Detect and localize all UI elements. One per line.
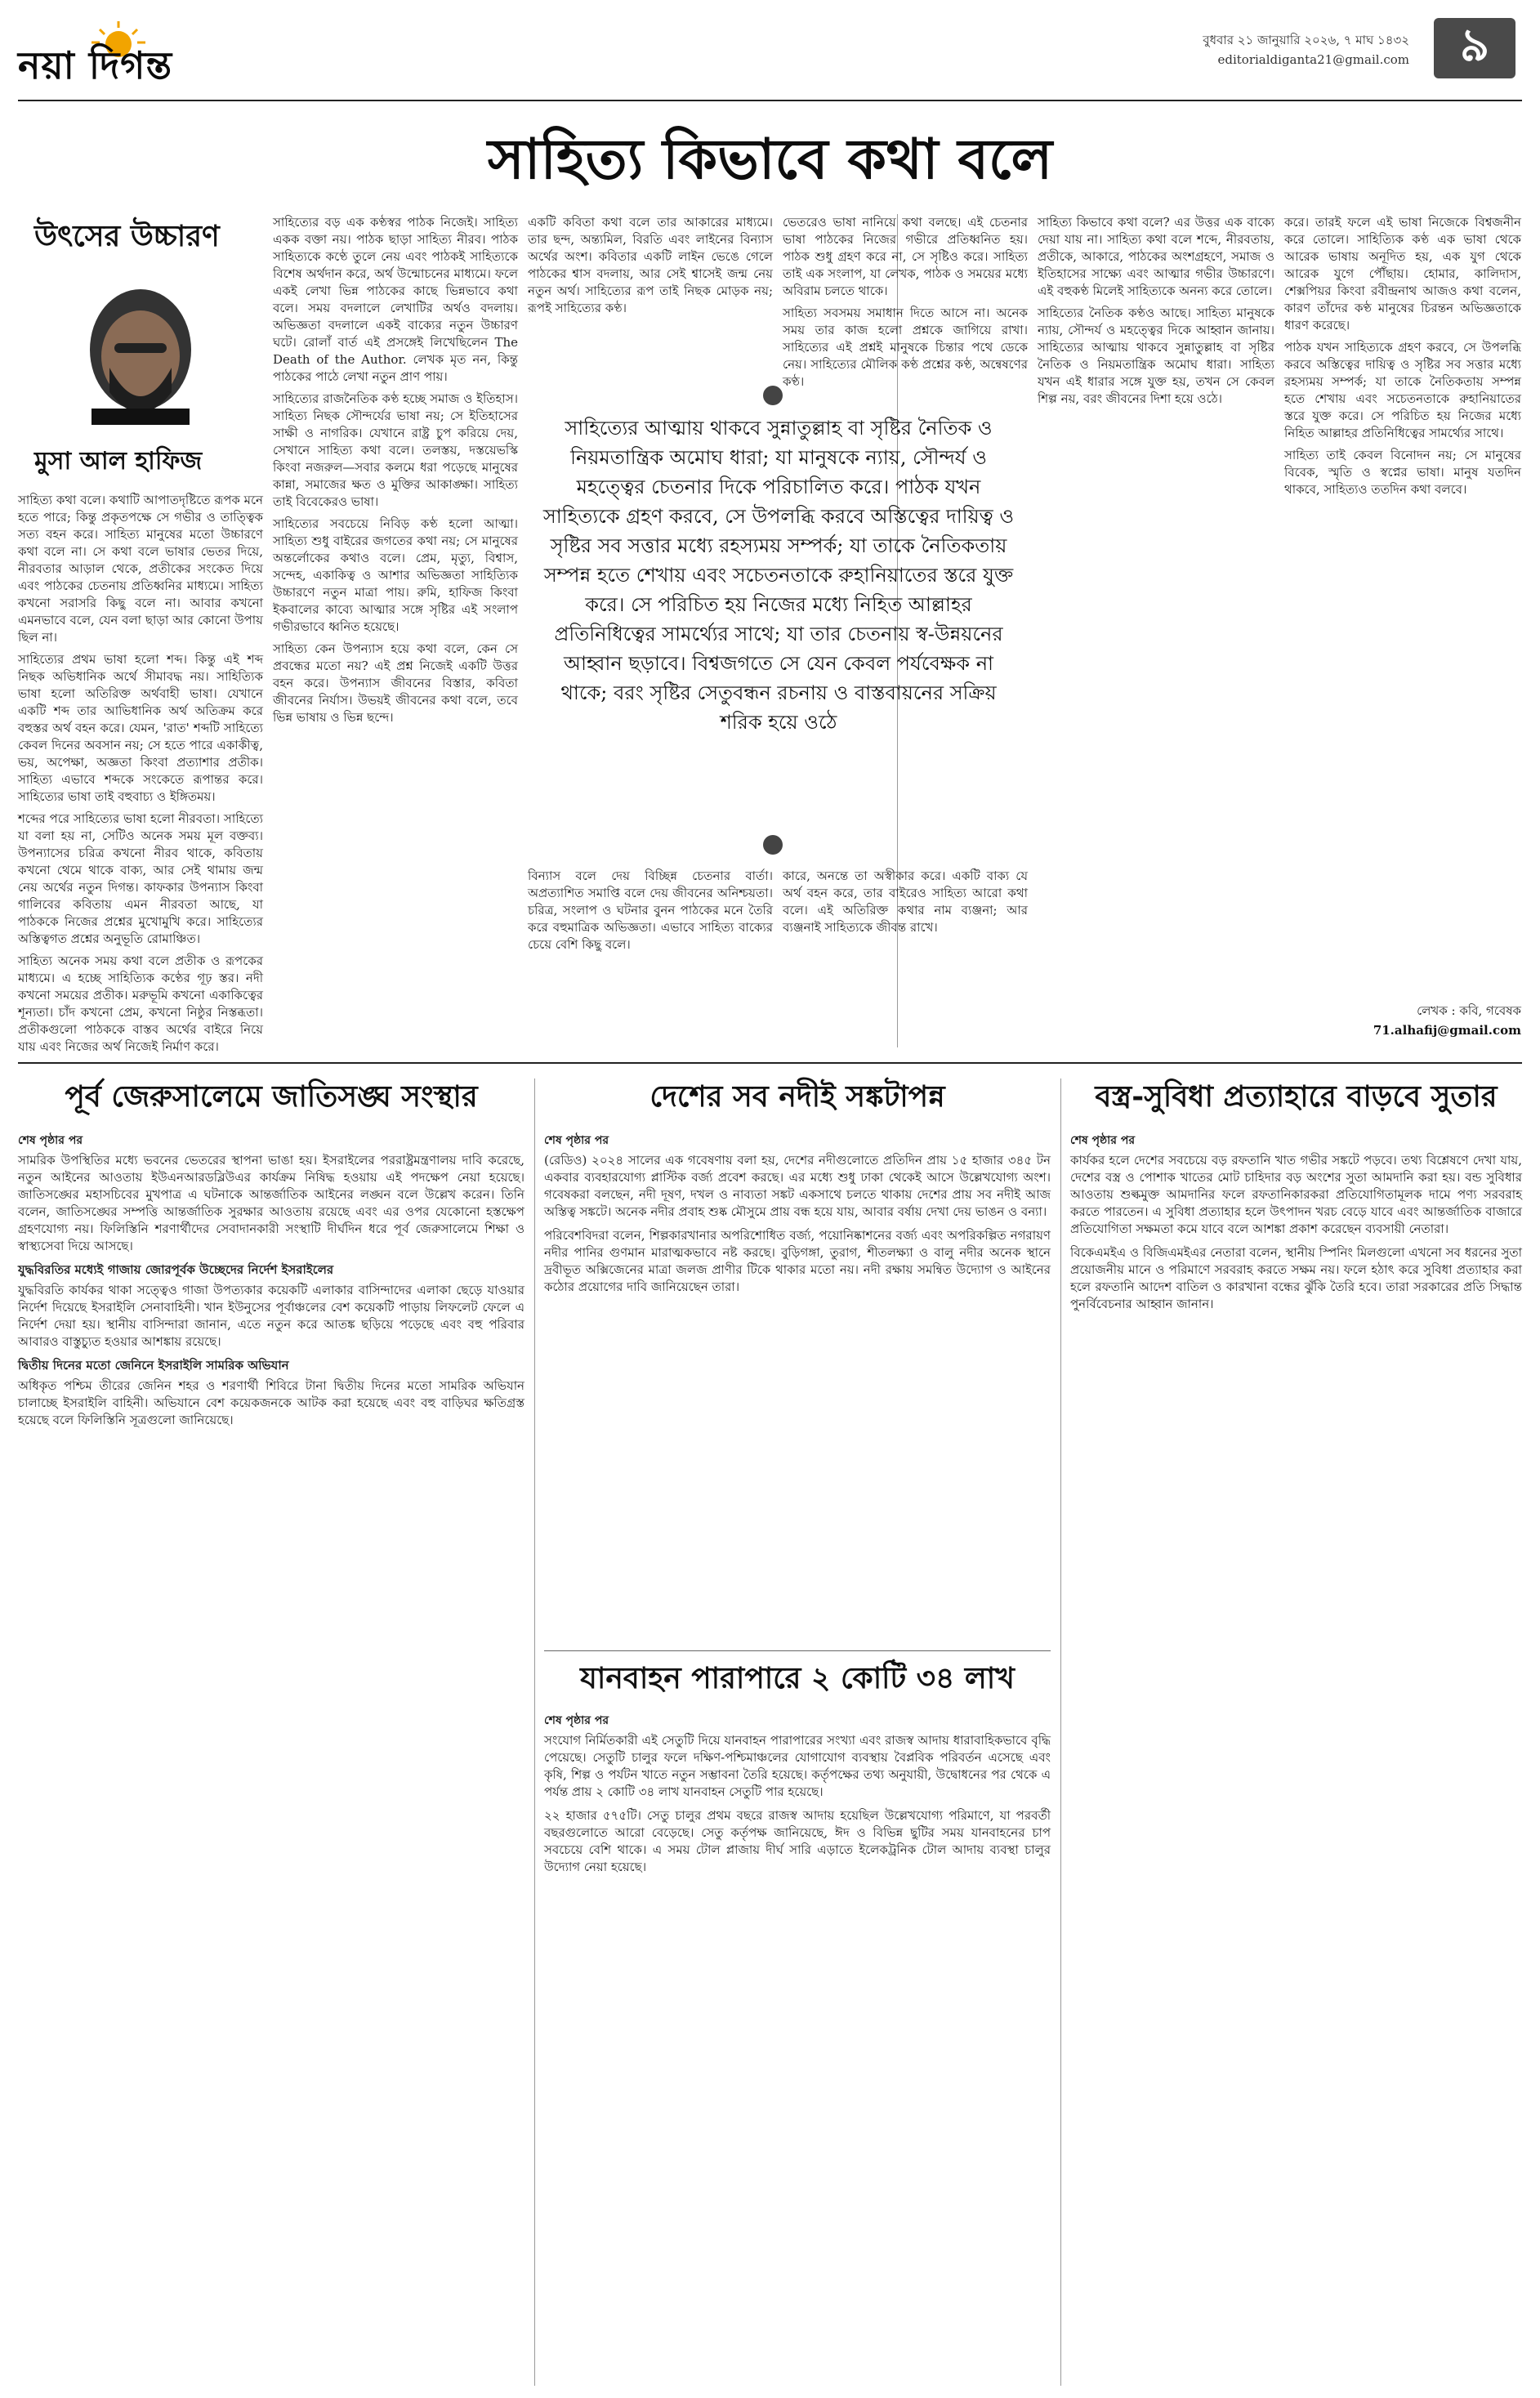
story-subheading: দ্বিতীয় দিনের মতো জেনিনে ইসরাইলি সামরিক অভিযান	[18, 1358, 289, 1373]
lead-col-5	[1038, 214, 1274, 1056]
lead-paragraph: ভেতরেও ভাষা নানিয়ে কথা বলছে। এই চেতনার ভাষা পাঠকের নিজের গভীরে প্রতিধ্বনিত হয়। পাঠক শুধু গ্রহণ করে না, সে সৃষ্টিও করে। সাহিত্য তাই এক সংলাপ, যা লেখক, পাঠক ও সময়ের মধ্যে অবিরাম চলতে থাকে।	[783, 215, 1028, 298]
lead-paragraph: সাহিত্য তাই কেবল বিনোদন নয়; সে মানুষের বিবেক, স্মৃতি ও স্বপ্নের ভাষা। মানুষ যতদিন থাকবে, সাহিত্যও ততদিন কথা বলবে।	[1284, 448, 1521, 497]
pull-quote-dot-bottom	[763, 835, 783, 855]
author-photo	[59, 270, 222, 425]
date-line: বুধবার ২১ জানুয়ারি ২০২৬, ৭ মাঘ ১৪৩২	[1203, 33, 1409, 47]
story-paragraph: সামরিক উপস্থিতির মধ্যে ভবনের ভেতরের স্থাপনা ভাঙা হয়। ইসরাইলের পররাষ্ট্রমন্ত্রণালয় দাবি করেছে, নতুন আইনের আওতায় ইউএনআরডব্লিউএর কার্যক্রম নিষিদ্ধ হওয়ায় এই পদক্ষেপ নেয়া হয়েছে। জাতিসঙ্ঘের মহাসচিবের মুখপাত্র এ ঘটনাকে আন্তর্জাতিক আইনের লঙ্ঘন বলে উল্লেখ করেন। তিনি বলেন, জাতিসঙ্ঘের সম্পত্তি আন্তর্জাতিক সুরক্ষার আওতায় রয়েছে এবং এর ওপর যেকোনো হস্তক্ষেপ গ্রহণযোগ্য নয়। ফিলিস্তিনি শরণার্থীদের সেবাদানকারী সংস্থাটি দীর্ঘদিন ধরে পূর্ব জেরুসালেমে শিক্ষা ও স্বাস্থ্যসেবা দিয়ে আসছে।	[18, 1153, 524, 1253]
pull-quote: সাহিত্যের আত্মায় থাকবে সুন্নাতুল্লাহ বা সৃষ্টির নৈতিক ও নিয়মতান্ত্রিক অমোঘ ধারা; যা মানুষকে ন্যায়, সৌন্দর্য ও মহত্ত্বের চেতনার দিকে পরিচালিত করে। পাঠক যখন সাহিত্যকে গ্রহণ করবে, সে উপলব্ধি করবে অস্তিত্বের দায়িত্ব ও সৃষ্টির সব সত্তার মধ্যে রহস্যময় সম্পর্ক; যা তাকে নৈতিকতায় সম্পন্ন হতে শেখায় এবং সচেতনতাকে রুহানিয়াতের স্তরে যুক্ত করে। সে পরিচিত হয় নিজের মধ্যে নিহিত আল্লাহর প্রতিনিধিত্বের সামর্থ্যের সাথে; যা তার চেতনায় স্ব-উন্নয়নের আহ্বান ছড়াবে। বিশ্বজগতে সে যেন কেবল পর্যবেক্ষক না থাকে; বরং সৃষ্টির সেতুবন্ধন রচনায় ও বাস্তবায়নের সক্রিয় শরিক হয়ে ওঠে	[542, 417, 1015, 734]
story2-body	[544, 1131, 1051, 1637]
lead-paragraph: সাহিত্য সবসময় সমাধান দিতে আসে না। অনেক সময় তার কাজ হলো প্রশ্নকে জাগিয়ে রাখা। সাহিত্যের এই প্রশ্নই মানুষকে চিন্তার পথে ডেকে নেয়। সাহিত্যের মৌলিক কণ্ঠ প্রশ্নের কণ্ঠ, অন্বেষণের কণ্ঠ।	[783, 306, 1028, 389]
story-paragraph: বিকেএমইএ ও বিজিএমইএর নেতারা বলেন, স্থানীয় স্পিনিং মিলগুলো এখনো সব ধরনের সুতা প্রয়োজনীয় মানে ও পরিমাণে সরবরাহ করতে সক্ষম নয়। ফলে হঠাৎ করে সুবিধা প্রত্যাহার করা হলে রফতানি আদেশ বাতিল ও কারখানা বন্ধের ঝুঁকি তৈরি হবে। তারা সরকারের প্রতি সিদ্ধান্ত পুনর্বিবেচনার আহ্বান জানান।	[1070, 1245, 1522, 1311]
story-paragraph: পরিবেশবিদরা বলেন, শিল্পকারখানার অপরিশোধিত বর্জ্য, পয়োনিষ্কাশনের বর্জ্য এবং অপরিকল্পিত নগরায়ণ নদীর পানির গুণমান মারাত্মকভাবে নষ্ট করছে। বুড়িগঙ্গা, তুরাগ, শীতলক্ষ্যা ও বালু নদীর অনেক স্থানে দ্রবীভূত অক্সিজেনের মাত্রা জলজ প্রাণীর টিকে থাকার মতো নয়। নদী রক্ষায় সমন্বিত উদ্যোগ ও আইনের কঠোর প্রয়োগের দাবি জানিয়েছেন তারা।	[544, 1228, 1051, 1294]
lead-paragraph: সাহিত্যের সবচেয়ে নিবিড় কণ্ঠ হলো আত্মা। সাহিত্য শুধু বাইরের জগতের কথা নয়; সে মানুষের অন্তর্লোকের কথাও বলে। প্রেম, মৃত্যু, বিশ্বাস, সন্দেহ, একাকিত্ব ও আশার অভিজ্ঞতা সাহিত্যিক উচ্চারণে নতুন মাত্রা পায়। রুমি, হাফিজ কিংবা ইকবালের কাব্যে আত্মার সঙ্গে সৃষ্টির এই সংলাপ গভীরভাবে ধ্বনিত হয়েছে।	[273, 516, 518, 634]
story4-headline: বস্ত্র-সুবিধা প্রত্যাহারে বাড়বে সুতার	[1095, 1079, 1498, 1114]
story-paragraph: কার্যকর হলে দেশের সবচেয়ে বড় রফতানি খাত গভীর সঙ্কটে পড়বে। তথ্য বিশ্লেষণে দেখা যায়, দেশের বস্ত্র ও পোশাক খাতের মোট চাহিদার বড় অংশের সুতা আমদানি করা হয়। বন্ড সুবিধার আওতায় শুল্কমুক্ত আমদানির ফলে রফতানিকারকরা প্রতিযোগিতামূলক দামে পণ্য সরবরাহ করতে পারতেন। এ সুবিধা প্রত্যাহার হলে উৎপাদন খরচ বেড়ে যাবে এবং আন্তর্জাতিক বাজারে প্রতিযোগিতা সক্ষমতা কমে যাবে বলে আশঙ্কা প্রকাশ করেছেন ব্যবসায়ী নেতারা।	[1070, 1153, 1522, 1236]
story4-body	[1070, 1131, 1522, 2381]
author-email[interactable]: 71.alhafij@gmail.com	[1373, 1023, 1521, 1038]
story1-body	[18, 1131, 524, 2381]
story-paragraph: (রেডিও) ২০২৪ সালের এক গবেষণায় বলা হয়, দেশের নদীগুলোতে প্রতিদিন প্রায় ১৫ হাজার ৩৪৫ টন একবার ব্যবহারযোগ্য প্লাস্টিক বর্জ্য প্রবেশ করছে। এর মধ্যে শুধু ঢাকা থেকেই আসে উল্লেখযোগ্য অংশ। গবেষকরা বলছেন, নদী দূষণ, দখল ও নাব্যতা সঙ্কট একসাথে চলতে থাকায় দেশের প্রায় সব নদীই আজ অস্তিত্ব সঙ্কটে। অনেক নদীর প্রবাহ শুষ্ক মৌসুমে প্রায় বন্ধ হয়ে যায়, আবার বর্ষায় দেখা দেয় ভাঙন ও বন্যা।	[544, 1153, 1051, 1219]
lead-paragraph: সাহিত্যের রাজনৈতিক কণ্ঠ হচ্ছে সমাজ ও ইতিহাস। সাহিত্য নিছক সৌন্দর্যের ভাষা নয়; সে ইতিহাসের সাক্ষী ও নাগরিক। যেখানে রাষ্ট্র চুপ করিয়ে দেয়, সেখানে সাহিত্য কথা বলে। তলস্তয়, দস্তয়েভস্কি কিংবা নজরুল—সবার কলমে ধরা পড়েছে মানুষের কান্না, সমাজের ক্ষত ও মুক্তির আকাঙ্ক্ষা। সাহিত্য তাই বিবেকেরও ভাষা।	[273, 391, 518, 509]
story-subheading: যুদ্ধবিরতির মধ্যেই গাজায় জোরপূর্বক উচ্ছেদের নির্দেশ ইসরাইলের	[18, 1262, 334, 1277]
lead-paragraph: করে। তারই ফলে এই ভাষা নিজেকে বিশ্বজনীন করে তোলে। সাহিত্যিক কণ্ঠ এক ভাষা থেকে আরেক ভাষায় অনূদিত হয়, এক যুগ থেকে আরেক যুগে পৌঁছায়। হোমার, কালিদাস, শেক্সপিয়র কিংবা রবীন্দ্রনাথ আজও কথা বলেন, কারণ তাঁদের কণ্ঠ মানুষের চিরন্তন অভিজ্ঞতাকে ধারণ করেছে।	[1284, 215, 1521, 333]
story-paragraph: অধিকৃত পশ্চিম তীরের জেনিন শহর ও শরণার্থী শিবিরে টানা দ্বিতীয় দিনের মতো সামরিক অভিযান চালাচ্ছে ইসরাইলি বাহিনী। অভিযানে বেশ কয়েকজনকে আটক করা হয়েছে এবং বহু বাড়িঘর ক্ষতিগ্রস্ত হয়েছে বলে ফিলিস্তিনি সূত্রগুলো জানিয়েছে।	[18, 1378, 524, 1427]
shesh-label: শেষ পৃষ্ঠার পর	[18, 1134, 83, 1147]
masthead	[0, 0, 1540, 98]
section-rule	[18, 1062, 1522, 1064]
author-name: মুসা আল হাফিজ	[34, 447, 203, 476]
lead-col-4-top	[783, 214, 1028, 389]
story-paragraph: সংযোগ নির্মিতকারী এই সেতুটি দিয়ে যানবাহন পারাপারের সংখ্যা এবং রাজস্ব আদায় ধারাবাহিকভাবে বৃদ্ধি পেয়েছে। সেতুটি চালুর ফলে দক্ষিণ-পশ্চিমাঞ্চলের যোগাযোগ ব্যবস্থায় বৈপ্লবিক পরিবর্তন এসেছে এবং কৃষি, শিল্প ও পর্যটন খাতে নতুন সম্ভাবনা তৈরি হয়েছে। কর্তৃপক্ষের তথ্য অনুযায়ী, উদ্বোধনের পর থেকে এ পর্যন্ত প্রায় ২ কোটি ৩৪ লাখ যানবাহন সেতুটি পার হয়েছে।	[544, 1733, 1051, 1799]
story-paragraph: ২২ হাজার ৫৭৫টি। সেতু চালুর প্রথম বছরে রাজস্ব আদায় হয়েছিল উল্লেখযোগ্য পরিমাণে, যা পরবর্তী বছরগুলোতে আরো বেড়েছে। সেতু কর্তৃপক্ষ জানিয়েছে, ঈদ ও বিভিন্ন ছুটির সময় যানবাহনের চাপ সবচেয়ে বেশি থাকে। এ সময় টোল প্লাজায় দীর্ঘ সারি এড়াতে ইলেকট্রনিক টোল আদায় ব্যবস্থা চালুর উদ্যোগ নেয়া হয়েছে।	[544, 1808, 1051, 1874]
story3-headline: যানবাহন পারাপারে ২ কোটি ৩৪ লাখ	[580, 1661, 1015, 1695]
lead-paragraph: সাহিত্য অনেক সময় কথা বলে প্রতীক ও রূপকের মাধ্যমে। এ হচ্ছে সাহিত্যিক কণ্ঠের গূঢ় স্তর। নদী কখনো সময়ের প্রতীক। মরুভূমি কখনো একাকিত্বের শূন্যতা। চাঁদ কখনো প্রেম, কখনো নিষ্ঠুর নিস্তব্ধতা। প্রতীকগুলো পাঠককে বাস্তব অর্থের বাইরে নিয়ে যায় এবং নিজের অর্থ নিজেই নির্মাণ করে।	[18, 953, 263, 1054]
lead-col-4-bottom	[783, 868, 1028, 1056]
lead-col-3-bottom	[528, 868, 773, 1056]
lead-paragraph: একটি কবিতা কথা বলে তার আকারের মাধ্যমে। তার ছন্দ, অন্ত্যমিল, বিরতি এবং লাইনের বিন্যাস অর্থের অংশ। কবিতার একটি লাইন ভেঙে গেলে পাঠকের শ্বাস বদলায়, আর সেই শ্বাসেই জন্ম নেয় নতুন অর্থ। সাহিত্যের রূপ তাই নিছক মোড়ক নয়; রূপই সাহিত্যের কণ্ঠ।	[528, 215, 773, 315]
lead-col-3-top	[528, 214, 773, 369]
story3-body	[544, 1711, 1051, 2381]
story-paragraph: যুদ্ধবিরতি কার্যকর থাকা সত্ত্বেও গাজা উপত্যকার কয়েকটি এলাকার বাসিন্দাদের এলাকা ছেড়ে যাওয়ার নির্দেশ দিয়েছে ইসরাইলি সেনাবাহিনী। খান ইউনুসের পূর্বাঞ্চলের বেশ কয়েকটি পাড়ায় লিফলেট ফেলে এ নির্দেশ দেয়া হয়। স্থানীয় বাসিন্দারা জানান, এতে নতুন করে আতঙ্ক ছড়িয়ে পড়েছে এবং বহু পরিবার আবারও বাস্তুচ্যুত হওয়ার আশঙ্কায় রয়েছে।	[18, 1283, 524, 1349]
column-name: উৎসের উচ্চারণ	[34, 219, 220, 253]
lead-paragraph: বিন্যাস বলে দেয় বিচ্ছিন্ন চেতনার বার্তা। অপ্রত্যাশিত সমাপ্তি বলে দেয় জীবনের অনিশ্চয়তা। চরিত্র, সংলাপ ও ঘটনার বুনন পাঠকের মনে তৈরি করে বহুমাত্রিক অভিজ্ঞতা। এভাবে সাহিত্য বাক্যের চেয়ে বেশি কিছু বলে।	[528, 869, 773, 952]
lead-paragraph: সাহিত্য কথা বলে। কথাটি আপাতদৃষ্টিতে রূপক মনে হতে পারে; কিন্তু প্রকৃতপক্ষে সে গভীর ও তাত্ত্বিক সত্য বহন করে। সাহিত্য মানুষের মতো উচ্চারণে কথা বলে না। সে কথা বলে ভাষার ভেতর দিয়ে, নীরবতার আড়াল থেকে, প্রতীকের সংকেত দিয়ে এবং পাঠকের চেতনায় প্রতিধ্বনির মাধ্যমে। সাহিত্য কখনো সরাসরি কিছু বলে না। আবার কখনো এমনভাবে বলে, যেন বলা ছাড়া আর কোনো উপায় ছিল না।	[18, 493, 263, 645]
lead-col-2	[273, 214, 518, 1056]
shesh-label: শেষ পৃষ্ঠার পর	[1070, 1134, 1136, 1147]
shesh-label: শেষ পৃষ্ঠার পর	[544, 1134, 609, 1147]
lead-paragraph: সাহিত্যের নৈতিক কণ্ঠও আছে। সাহিত্য মানুষকে ন্যায়, সৌন্দর্য ও মহত্ত্বের দিকে আহ্বান জানায়। সাহিত্যের আত্মায় থাকবে সুন্নাতুল্লাহ বা সৃষ্টির নৈতিক ও নিয়মতান্ত্রিক অমোঘ ধারা। সাহিত্য যখন এই ধারার সঙ্গে যুক্ত হয়, তখন সে কেবল শিল্প নয়, বরং জীবনের দিশা হয়ে ওঠে।	[1038, 306, 1274, 406]
story-divider	[544, 1650, 1051, 1651]
pull-quote-dot-top	[763, 386, 783, 405]
lead-paragraph: কারে, অনন্তে তা অস্বীকার করে। একটি বাক্য যে অর্থ বহন করে, তার বাইরেও সাহিত্য আরো কথা বলে। এই অতিরিক্ত কথার নাম ব্যঞ্জনা; আর ব্যঞ্জনাই সাহিত্যকে জীবন্ত রাখে।	[783, 869, 1028, 935]
lead-paragraph: সাহিত্যের প্রথম ভাষা হলো শব্দ। কিন্তু এই শব্দ নিছক অভিধানিক অর্থে সীমাবদ্ধ নয়। সাহিত্যিক ভাষা হলো অতিরিক্ত অর্থবাহী ভাষা। যেখানে একটি শব্দ তার আভিধানিক অর্থ অতিক্রম করে বহুস্তর অর্থ বহন করে। যেমন, 'রাত' শব্দটি সাহিত্যে কেবল দিনের অবসান নয়; সে হতে পারে একাকীত্ব, ভয়, অপেক্ষা, অজ্ঞতা কিংবা প্রত্যাশার প্রতীক। সাহিত্য এভাবে শব্দকে সংকেতে রূপান্তর করে। সাহিত্যের ভাষা তাই বহুবাচ্য ও ইঙ্গিতময়।	[18, 652, 263, 804]
lead-paragraph: শব্দের পরে সাহিত্যের ভাষা হলো নীরবতা। সাহিত্যে যা বলা হয় না, সেটিও অনেক সময় মূল বক্তব্য। উপন্যাসের চরিত্র কখনো নীরব থাকে, কবিতায় কখনো থেমে থাকে বাক্য, আর সেই থামায় জন্ম নেয় অর্থের নতুন দিগন্ত। কাফকার উপন্যাস কিংবা গালিবের কবিতায় এমন নীরবতা আছে, যা পাঠককে নিজের প্রশ্নের মুখোমুখি করে। সাহিত্যের অস্তিত্বগত প্রশ্নের অনুভূতি রোমাঞ্চিত।	[18, 811, 263, 946]
story1-headline: পূর্ব জেরুসালেমে জাতিসঙ্ঘ সংস্থার	[65, 1079, 478, 1114]
shesh-label: শেষ পৃষ্ঠার পর	[544, 1714, 609, 1727]
author-footer: লেখক : কবি, গবেষক	[1417, 1003, 1521, 1018]
page-number: ৯	[1459, 18, 1490, 72]
page-number-badge	[1434, 18, 1515, 78]
story2-headline: দেশের সব নদীই সঙ্কটাপন্ন	[649, 1079, 945, 1114]
masthead-rule	[18, 100, 1522, 101]
editorial-email[interactable]: editorialdiganta21@gmail.com	[1217, 52, 1409, 67]
lead-paragraph: সাহিত্য কিভাবে কথা বলে? এর উত্তর এক বাক্যে দেয়া যায় না। সাহিত্য কথা বলে শব্দে, নীরবতায়, প্রতীকে, আকারে, পাঠকের অংশগ্রহণে, সমাজ ও ইতিহাসের সাক্ষ্যে এবং আত্মার গভীর উচ্চারণে। এই বহুকণ্ঠ মিলেই সাহিত্যকে অনন্য করে তোলে।	[1038, 215, 1274, 298]
lead-headline: সাহিত্য কিভাবে কথা বলে	[487, 127, 1053, 192]
lead-col-6	[1284, 214, 1521, 990]
lead-paragraph: সাহিত্যের বড় এক কণ্ঠস্বর পাঠক নিজেই। সাহিত্য একক বক্তা নয়। পাঠক ছাড়া সাহিত্য নীরব। পাঠক সাহিত্যকে কণ্ঠে তুলে নেয় এবং পাঠকই সাহিত্যকে বিশেষ অর্থদান করে, অর্থ উন্মোচনের মাধ্যমে। ফলে একই লেখা ভিন্ন পাঠকের কাছে ভিন্নভাবে কথা বলে। সময় বদলালে লেখাটির অর্থও বদলায়। অভিজ্ঞতা বদলালে একই বাক্যের নতুন উচ্চারণ ঘটে। রোলাঁ বার্ত এই প্রসঙ্গেই লিখেছিলেন The Death of the Author. লেখক মৃত নন, কিন্তু পাঠকের পাঠে লেখা নতুন প্রাণ পায়।	[273, 215, 518, 384]
lead-paragraph: পাঠক যখন সাহিত্যকে গ্রহণ করবে, সে উপলব্ধি করবে অস্তিত্বের দায়িত্ব ও সৃষ্টির সব সত্তার মধ্যে রহস্যময় সম্পর্ক; যা তাকে নৈতিকতায় সম্পন্ন হতে শেখায় এবং সচেতনতাকে রুহানিয়াতের স্তরে যুক্ত করে। সে পরিচিত হয় নিজের মধ্যে নিহিত আল্লাহর প্রতিনিধিত্বের সামর্থ্যের সাথে।	[1284, 340, 1521, 440]
logo-text: নয়া দিগন্ত	[18, 43, 173, 87]
lead-paragraph: সাহিত্য কেন উপন্যাস হয়ে কথা বলে, কেন সে প্রবন্ধের মতো নয়? এই প্রশ্ন নিজেই একটি উত্তর বহন করে। উপন্যাস জীবনের বিস্তার, কবিতা জীবনের নির্যাস। উভয়ই জীবনের কথা বলে, তবে ভিন্ন ভাষায় ও ভিন্ন ছন্দে।	[273, 641, 518, 725]
lead-col-1	[18, 492, 263, 1056]
newspaper-logo	[18, 18, 271, 87]
